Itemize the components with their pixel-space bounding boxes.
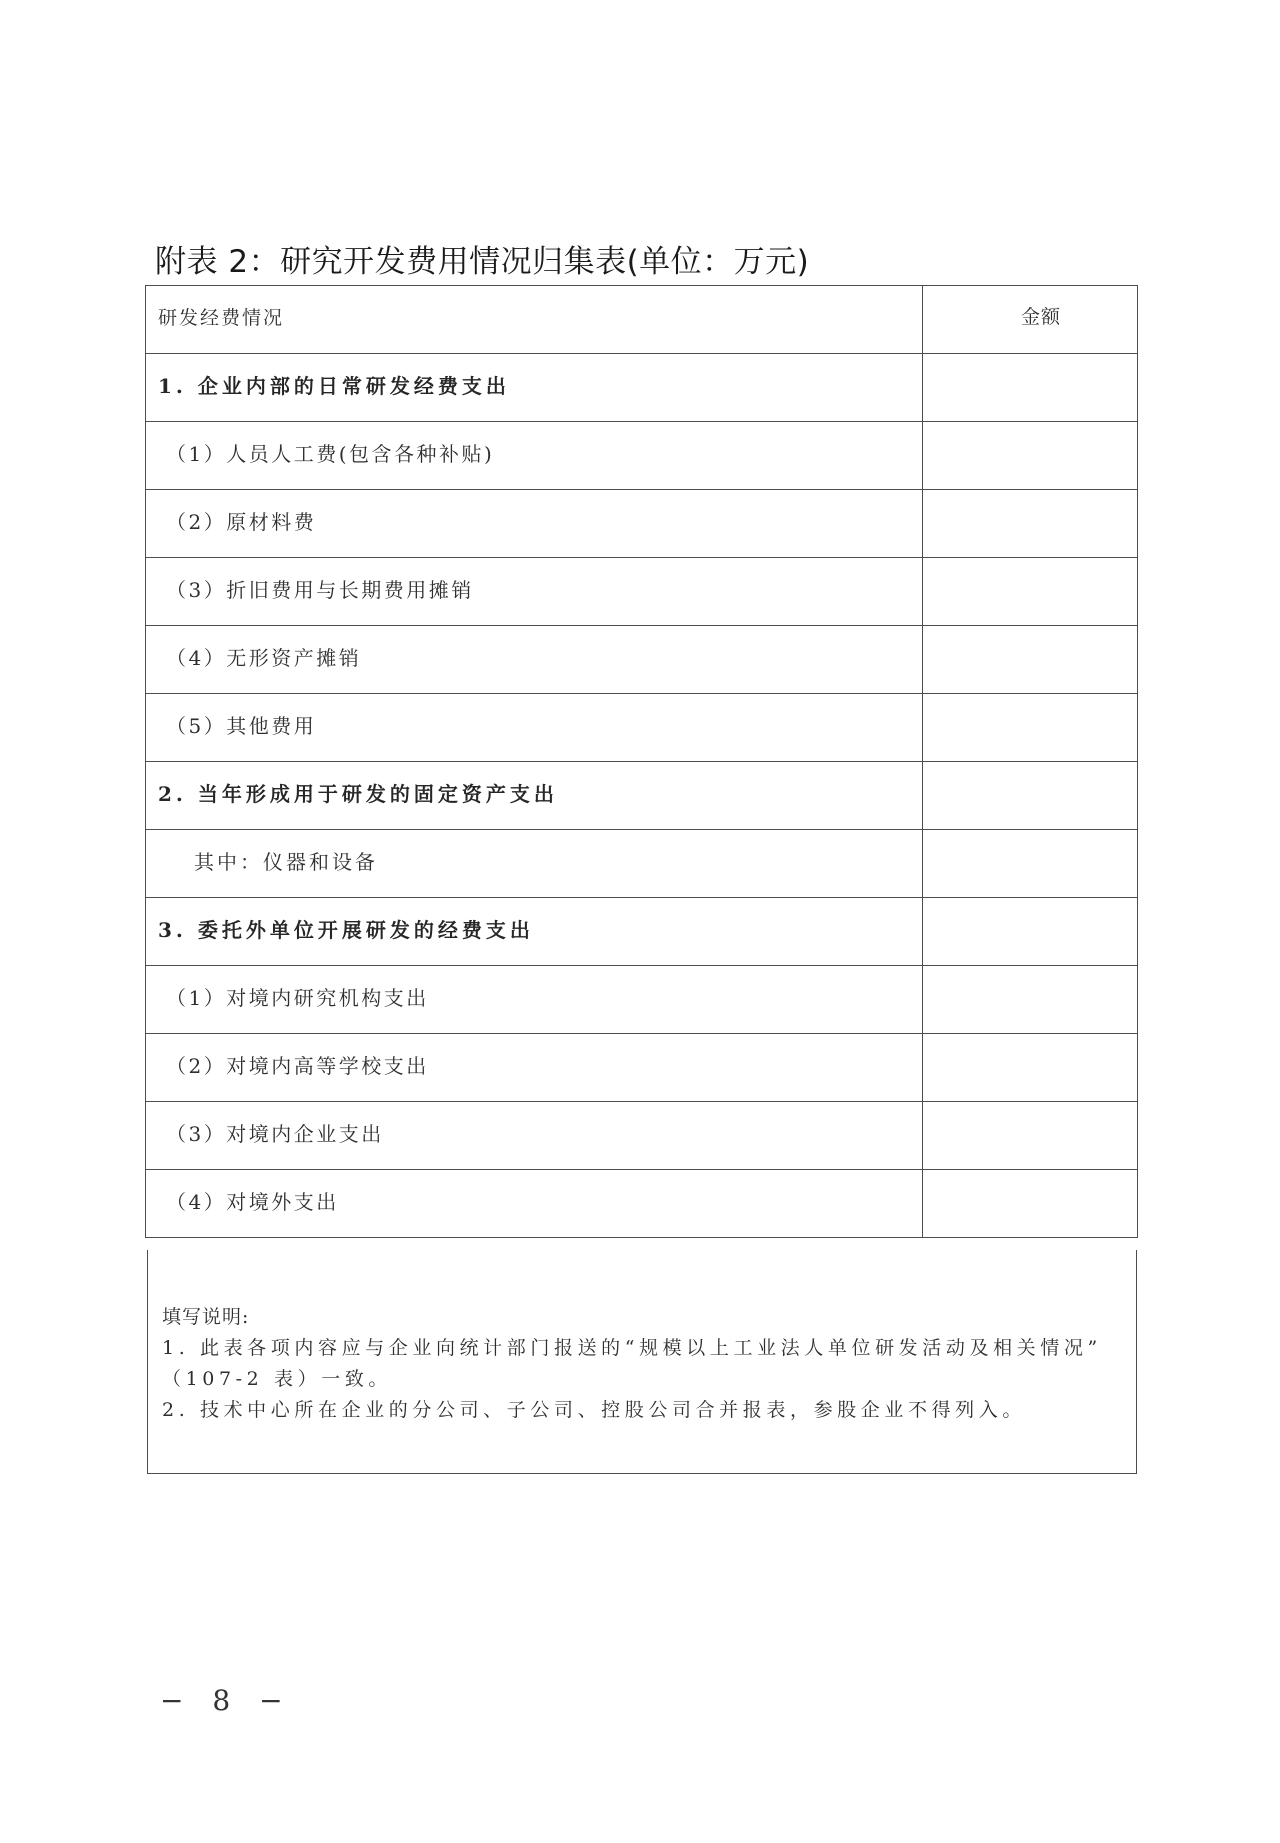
row-label-cell <box>146 762 923 830</box>
amount-cell[interactable] <box>923 490 1138 558</box>
table-row-intangible-amortization <box>146 626 1138 694</box>
row-label-cell <box>146 1170 923 1238</box>
amount-cell[interactable] <box>923 422 1138 490</box>
row-label-cell <box>146 898 923 966</box>
amount-cell[interactable] <box>923 762 1138 830</box>
row-label-cell <box>146 966 923 1034</box>
amount-cell[interactable] <box>923 898 1138 966</box>
instruction-line-1-continued: （107-2 表）一致。 <box>162 1368 393 1390</box>
instruction-line-2: 2. 技术中心所在企业的分公司、子公司、控股公司合并报表，参股企业不得列入。 <box>162 1399 1026 1421</box>
header-description: 研发经费情况 <box>158 307 285 329</box>
amount-cell[interactable] <box>923 1170 1138 1238</box>
expense-table <box>145 285 1138 1238</box>
instruction-line-1: 1. 此表各项内容应与企业向统计部门报送的“规模以上工业法人单位研发活动及相关情况” <box>162 1337 1102 1359</box>
amount-cell[interactable] <box>923 626 1138 694</box>
amount-cell[interactable] <box>923 354 1138 422</box>
row-label: （4）无形资产摊销 <box>166 646 362 670</box>
amount-cell[interactable] <box>923 558 1138 626</box>
table-row-domestic-research-institutes <box>146 966 1138 1034</box>
filling-instructions <box>162 1302 1102 1426</box>
row-label-cell <box>146 354 923 422</box>
row-label-cell <box>146 422 923 490</box>
row-label-cell <box>146 1034 923 1102</box>
row-label: （3）对境内企业支出 <box>166 1122 384 1146</box>
table-header-row <box>146 286 1138 354</box>
row-label: 3. 委托外单位开展研发的经费支出 <box>158 918 534 942</box>
row-label: 1. 企业内部的日常研发经费支出 <box>158 374 510 398</box>
table-row-raw-materials <box>146 490 1138 558</box>
row-label-cell <box>146 490 923 558</box>
table-row-personnel-cost <box>146 422 1138 490</box>
table-row-overseas <box>146 1170 1138 1238</box>
instructions-title: 填写说明: <box>162 1306 250 1328</box>
amount-cell[interactable] <box>923 1034 1138 1102</box>
amount-cell[interactable] <box>923 966 1138 1034</box>
table-row-depreciation <box>146 558 1138 626</box>
row-label: （2）对境内高等学校支出 <box>166 1054 429 1078</box>
filling-instructions-box <box>147 1250 1137 1474</box>
expense-table-container <box>145 285 1137 1238</box>
table-row-fixed-assets <box>146 762 1138 830</box>
row-label-cell <box>146 694 923 762</box>
table-row-domestic-enterprises <box>146 1102 1138 1170</box>
header-amount-cell <box>923 286 1138 354</box>
row-label: （2）原材料费 <box>166 510 317 534</box>
row-label: 其中：仪器和设备 <box>194 850 378 874</box>
header-description-cell <box>146 286 923 354</box>
row-label-cell <box>146 1102 923 1170</box>
row-label: （1）人员人工费(包含各种补贴) <box>166 442 495 466</box>
table-row-outsourced-rd <box>146 898 1138 966</box>
table-row-other-expenses <box>146 694 1138 762</box>
row-label: （3）折旧费用与长期费用摊销 <box>166 578 474 602</box>
row-label-cell <box>146 558 923 626</box>
row-label-cell <box>146 830 923 898</box>
row-label-cell <box>146 626 923 694</box>
row-label: （4）对境外支出 <box>166 1190 339 1214</box>
table-row-instruments-equipment <box>146 830 1138 898</box>
amount-cell[interactable] <box>923 830 1138 898</box>
page-number: − 8 − <box>160 1684 293 1717</box>
row-label: （1）对境内研究机构支出 <box>166 986 429 1010</box>
row-label: 2. 当年形成用于研发的固定资产支出 <box>158 782 558 806</box>
page-title: 附表 2：研究开发费用情况归集表(单位：万元) <box>155 244 810 280</box>
header-amount: 金额 <box>1020 306 1061 328</box>
table-row-domestic-universities <box>146 1034 1138 1102</box>
row-label: （5）其他费用 <box>166 714 317 738</box>
amount-cell[interactable] <box>923 694 1138 762</box>
amount-cell[interactable] <box>923 1102 1138 1170</box>
table-row-internal-rd-expense <box>146 354 1138 422</box>
